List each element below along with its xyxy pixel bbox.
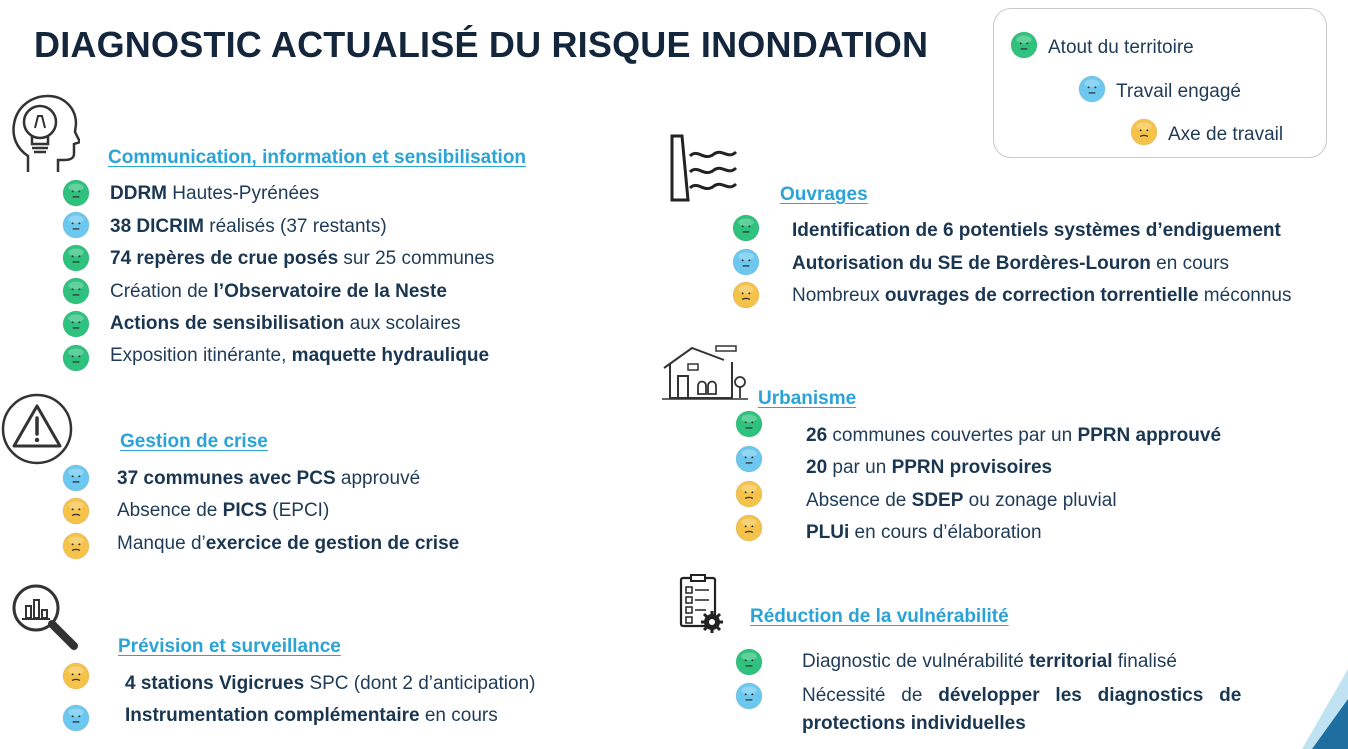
item-text: Manque d’ [117,533,206,554]
section-title-vulnerabilite: Réduction de la vulnérabilité [750,606,1009,627]
section-title-urbanisme: Urbanisme [758,388,857,409]
list-item [792,253,1229,275]
item-bold-text: 26 [806,425,828,446]
item-text: (EPCI) [267,500,330,521]
magnifier-chart-icon [8,582,80,652]
item-text: en cours d’élaboration [849,522,1042,543]
item-text: en cours [419,705,498,726]
list-item [110,281,447,303]
item-text: approuvé [335,468,421,489]
item-text: Absence de [806,490,912,511]
yellow-face-icon [732,281,760,309]
legend-label: Atout du territoire [1048,37,1194,58]
item-bold-text: 38 DICRIM [110,216,204,237]
item-text: communes couvertes par un [827,425,1078,446]
blue-face-icon [1078,75,1106,109]
dam-icon [668,132,740,204]
warning-icon [0,392,74,466]
item-bold-text: ouvrages de correction torrentielle [884,285,1199,306]
legend-item-travail-engage [1078,75,1241,109]
green-face-icon [62,310,90,338]
yellow-face-icon [1130,118,1158,152]
item-text: finalisé [1112,651,1177,672]
green-face-icon [735,648,763,676]
item-bold-text: Actions de sensibilisation [110,313,345,334]
legend-item-atout [1010,31,1194,65]
item-bold-text: 74 repères de crue posés [110,248,339,269]
corner-decoration [1302,669,1348,749]
list-item [806,457,1052,479]
green-face-icon [62,179,90,207]
item-bold-text: territorial [1029,651,1113,672]
yellow-face-icon [735,480,763,508]
item-bold-text: PLUi [806,522,850,543]
green-face-icon [62,244,90,272]
item-text: aux scolaires [344,313,461,334]
legend-label: Axe de travail [1168,124,1284,145]
blue-face-icon [735,445,763,473]
list-item [792,220,1281,242]
item-bold-text: maquette hydraulique [291,345,490,366]
list-item [802,682,1241,738]
list-item [806,522,1042,544]
list-item [125,673,535,695]
list-item [117,468,420,490]
item-text: réalisés (37 restants) [203,216,387,237]
blue-face-icon [735,682,763,710]
list-item [802,651,1177,673]
item-bold-text: 37 communes avec PCS [117,468,336,489]
list-item [792,285,1291,307]
blue-face-icon [732,248,760,276]
list-item [125,705,498,727]
item-text: en cours [1150,253,1230,274]
house-icon [662,342,748,400]
page-title: DIAGNOSTIC ACTUALISÉ DU RISQUE INONDATION [34,24,929,65]
green-face-icon [732,214,760,242]
list-item [117,533,459,555]
item-bold-text: développer les diagnostics de [938,685,1242,706]
head-lightbulb-icon [8,92,80,174]
yellow-face-icon [62,532,90,560]
item-bold-text: PICS [222,500,267,521]
item-bold-text: protections individuelles [802,713,1026,734]
legend [993,8,1327,158]
item-bold-text: PPRN approuvé [1077,425,1222,446]
green-face-icon [735,410,763,438]
section-title-prevision: Prévision et surveillance [118,636,341,657]
list-item [806,490,1117,512]
item-text: ou zonage pluvial [963,490,1117,511]
item-bold-text: Autorisation du SE de Bordères-Louron [792,253,1151,274]
item-bold-text: DDRM [110,183,167,204]
item-bold-text: l’Observatoire de la Neste [213,281,447,302]
green-face-icon [1010,31,1038,65]
list-item [806,425,1221,447]
green-face-icon [62,344,90,372]
section-title-communication: Communication, information et sensibilisation [108,147,527,168]
item-text: Nombreux [792,285,885,306]
list-item [110,345,489,367]
blue-face-icon [62,704,90,732]
item-bold-text: Instrumentation complémentaire [125,705,420,726]
item-bold-text: 20 [806,457,828,478]
item-text: SPC (dont 2 d’anticipation) [304,673,536,694]
list-item [110,313,461,335]
yellow-face-icon [735,514,763,542]
yellow-face-icon [62,497,90,525]
list-item [117,500,329,522]
legend-item-axe-de-travail [1130,118,1283,152]
item-text: Exposition itinérante, [110,345,292,366]
blue-face-icon [62,464,90,492]
item-bold-text: PPRN provisoires [891,457,1053,478]
list-item [110,216,387,238]
list-item [110,248,494,270]
blue-face-icon [62,211,90,239]
item-bold-text: 4 stations Vigicrues [125,673,305,694]
item-text: sur 25 communes [338,248,495,269]
yellow-face-icon [62,662,90,690]
item-text: méconnus [1198,285,1292,306]
checklist-gear-icon [678,574,726,634]
item-text: Création de [110,281,214,302]
section-title-ouvrages: Ouvrages [780,184,868,205]
item-bold-text: Identification de 6 potentiels systèmes d’endiguement [792,220,1281,241]
item-text: par un [827,457,892,478]
item-text: Nécessité de [802,685,939,706]
item-bold-text: SDEP [911,490,964,511]
item-text: Absence de [117,500,223,521]
item-bold-text: exercice de gestion de crise [205,533,460,554]
green-face-icon [62,277,90,305]
item-text: Diagnostic de vulnérabilité [802,651,1030,672]
section-title-gestion-de-crise: Gestion de crise [120,431,268,452]
legend-label: Travail engagé [1116,81,1241,102]
item-text: Hautes-Pyrénées [167,183,320,204]
list-item [110,183,319,205]
